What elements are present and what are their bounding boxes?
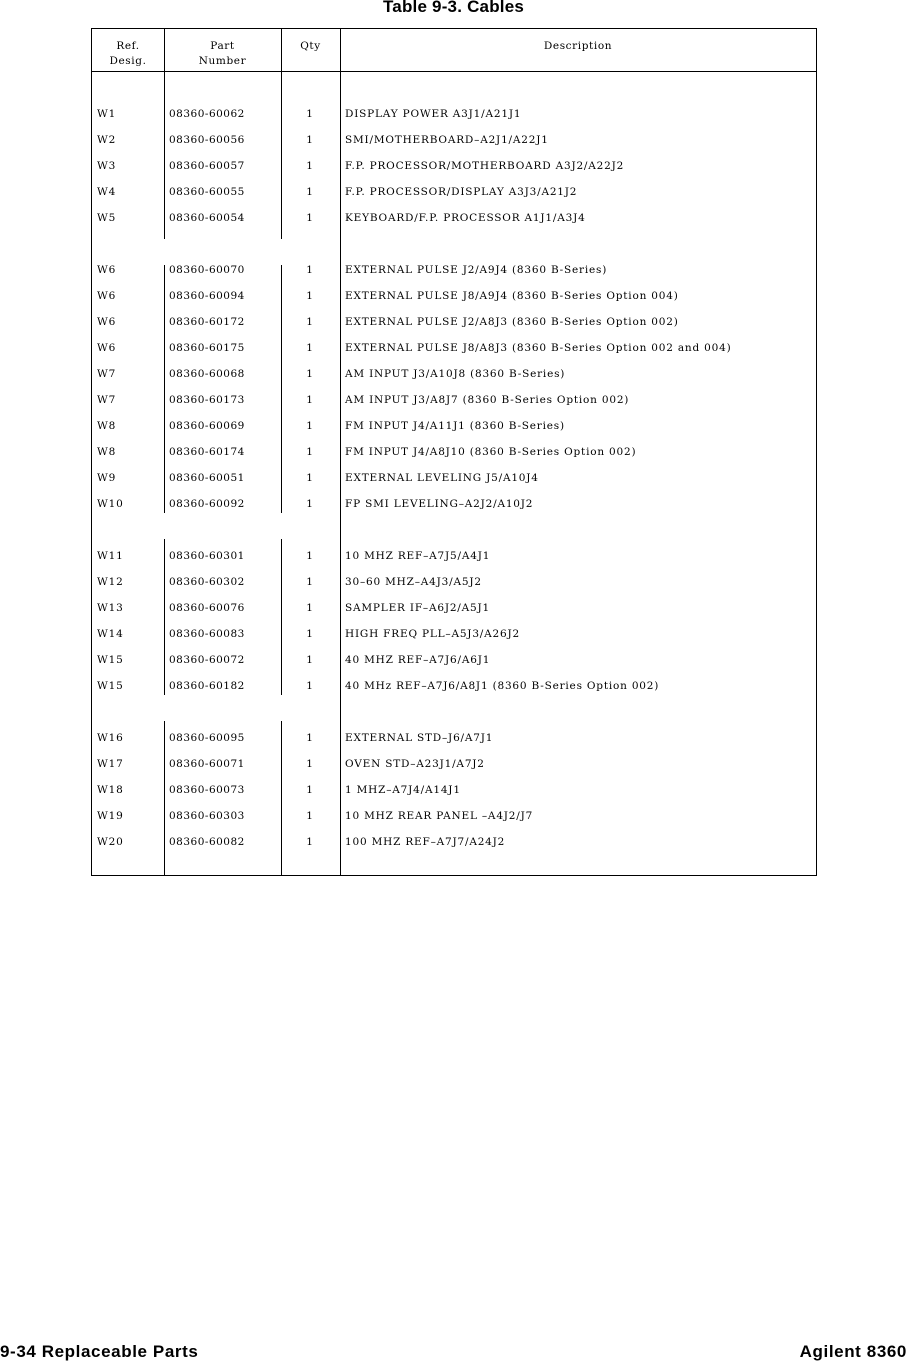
qty-cell: 1	[306, 186, 314, 198]
description-cell: OVEN STD–A23J1/A7J2	[345, 758, 485, 770]
table-row	[92, 626, 816, 642]
part-number-cell: 08360-60301	[169, 550, 245, 562]
description-cell: 1 MHZ–A7J4/A14J1	[345, 784, 461, 796]
description-cell: 40 MHz REF–A7J6/A8J1 (8360 B-Series Option 002)	[345, 680, 660, 692]
qty-cell: 1	[306, 732, 314, 744]
header-ref-line1: Ref.	[116, 40, 140, 52]
ref-desig-cell: W2	[97, 134, 117, 146]
ref-desig-cell: W11	[97, 550, 124, 562]
description-cell: F.P. PROCESSOR/DISPLAY A3J3/A21J2	[345, 186, 578, 198]
part-number-cell: 08360-60056	[169, 134, 245, 146]
table-row	[92, 730, 816, 746]
description-cell: SMI/MOTHERBOARD–A2J1/A22J1	[345, 134, 549, 146]
ref-desig-cell: W10	[97, 498, 124, 510]
part-number-cell: 08360-60071	[169, 758, 245, 770]
qty-cell: 1	[306, 134, 314, 146]
qty-cell: 1	[306, 264, 314, 276]
table-row	[92, 496, 816, 512]
qty-cell: 1	[306, 576, 314, 588]
table-row	[92, 288, 816, 304]
qty-cell: 1	[306, 420, 314, 432]
table-row	[92, 158, 816, 174]
ref-desig-cell: W16	[97, 732, 124, 744]
header-part-line1: Part	[210, 40, 235, 52]
part-number-cell: 08360-60302	[169, 576, 245, 588]
part-number-cell: 08360-60092	[169, 498, 245, 510]
ref-desig-cell: W17	[97, 758, 124, 770]
qty-cell: 1	[306, 628, 314, 640]
part-number-cell: 08360-60082	[169, 836, 245, 848]
ref-desig-cell: W7	[97, 394, 117, 406]
qty-cell: 1	[306, 810, 314, 822]
ref-desig-cell: W13	[97, 602, 124, 614]
description-cell: F.P. PROCESSOR/MOTHERBOARD A3J2/A22J2	[345, 160, 625, 172]
part-number-cell: 08360-60072	[169, 654, 245, 666]
header-description-label: Description	[543, 40, 613, 52]
description-cell: AM INPUT J3/A10J8 (8360 B-Series)	[345, 368, 566, 380]
table-row	[92, 210, 816, 226]
table-row	[92, 314, 816, 330]
table-row	[92, 444, 816, 460]
part-number-cell: 08360-60095	[169, 732, 245, 744]
header-qty	[281, 39, 340, 54]
qty-cell: 1	[306, 368, 314, 380]
ref-desig-cell: W14	[97, 628, 124, 640]
header-description	[340, 39, 816, 54]
ref-desig-cell: W7	[97, 368, 117, 380]
part-number-cell: 08360-60083	[169, 628, 245, 640]
cables-table	[91, 28, 817, 876]
qty-cell: 1	[306, 758, 314, 770]
part-number-cell: 08360-60172	[169, 316, 245, 328]
qty-cell: 1	[306, 680, 314, 692]
qty-cell: 1	[306, 160, 314, 172]
part-number-cell: 08360-60073	[169, 784, 245, 796]
table-row	[92, 808, 816, 824]
part-number-cell: 08360-60057	[169, 160, 245, 172]
table-row	[92, 782, 816, 798]
table-row	[92, 262, 816, 278]
table-title: Table 9-3. Cables	[382, 0, 525, 16]
part-number-cell: 08360-60054	[169, 212, 245, 224]
header-part-line2: Number	[198, 55, 247, 67]
description-cell: KEYBOARD/F.P. PROCESSOR A1J1/A3J4	[345, 212, 586, 224]
description-cell: 10 MHZ REAR PANEL –A4J2/J7	[345, 810, 534, 822]
part-number-cell: 08360-60182	[169, 680, 245, 692]
description-cell: 10 MHZ REF–A7J5/A4J1	[345, 550, 491, 562]
part-number-cell: 08360-60175	[169, 342, 245, 354]
ref-desig-cell: W6	[97, 342, 117, 354]
qty-cell: 1	[306, 654, 314, 666]
table-row	[92, 834, 816, 850]
header-part-number	[164, 39, 281, 69]
ref-desig-cell: W15	[97, 680, 124, 692]
description-cell: EXTERNAL PULSE J8/A9J4 (8360 B-Series Option 004)	[345, 290, 679, 302]
description-cell: 40 MHZ REF–A7J6/A6J1	[345, 654, 491, 666]
description-cell: EXTERNAL PULSE J2/A9J4 (8360 B-Series)	[345, 264, 608, 276]
part-number-cell: 08360-60069	[169, 420, 245, 432]
qty-cell: 1	[306, 550, 314, 562]
ref-desig-cell: W5	[97, 212, 117, 224]
header-ref-desig	[92, 39, 164, 69]
table-row	[92, 600, 816, 616]
qty-cell: 1	[306, 472, 314, 484]
qty-cell: 1	[306, 836, 314, 848]
table-row	[92, 418, 816, 434]
part-number-cell: 08360-60076	[169, 602, 245, 614]
description-cell: FM INPUT J4/A8J10 (8360 B-Series Option 002)	[345, 446, 637, 458]
qty-cell: 1	[306, 784, 314, 796]
ref-desig-cell: W19	[97, 810, 124, 822]
qty-cell: 1	[306, 316, 314, 328]
part-number-cell: 08360-60068	[169, 368, 245, 380]
header-ref-line2: Desig.	[109, 55, 147, 67]
table-row	[92, 756, 816, 772]
qty-cell: 1	[306, 212, 314, 224]
part-number-cell: 08360-60174	[169, 446, 245, 458]
ref-desig-cell: W8	[97, 446, 117, 458]
table-row	[92, 366, 816, 382]
table-row	[92, 652, 816, 668]
description-cell: EXTERNAL PULSE J2/A8J3 (8360 B-Series Option 002)	[345, 316, 679, 328]
ref-desig-cell: W9	[97, 472, 117, 484]
table-row	[92, 340, 816, 356]
ref-desig-cell: W4	[97, 186, 117, 198]
ref-desig-cell: W20	[97, 836, 124, 848]
ref-desig-cell: W8	[97, 420, 117, 432]
description-cell: FP SMI LEVELING–A2J2/A10J2	[345, 498, 534, 510]
ref-desig-cell: W12	[97, 576, 124, 588]
qty-cell: 1	[306, 342, 314, 354]
header-qty-label: Qty	[300, 40, 321, 52]
description-cell: EXTERNAL LEVELING J5/A10J4	[345, 472, 539, 484]
ref-desig-cell: W6	[97, 290, 117, 302]
part-number-cell: 08360-60070	[169, 264, 245, 276]
description-cell: AM INPUT J3/A8J7 (8360 B-Series Option 002)	[345, 394, 630, 406]
description-cell: 30–60 MHZ–A4J3/A5J2	[345, 576, 482, 588]
qty-cell: 1	[306, 498, 314, 510]
qty-cell: 1	[306, 290, 314, 302]
description-cell: HIGH FREQ PLL–A5J3/A26J2	[345, 628, 520, 640]
table-row	[92, 392, 816, 408]
part-number-cell: 08360-60173	[169, 394, 245, 406]
description-cell: EXTERNAL PULSE J8/A8J3 (8360 B-Series Option 002 and 004)	[345, 342, 732, 354]
qty-cell: 1	[306, 602, 314, 614]
qty-cell: 1	[306, 108, 314, 120]
table-row	[92, 574, 816, 590]
ref-desig-cell: W18	[97, 784, 124, 796]
description-cell: SAMPLER IF–A6J2/A5J1	[345, 602, 490, 614]
qty-cell: 1	[306, 446, 314, 458]
description-cell: EXTERNAL STD–J6/A7J1	[345, 732, 494, 744]
description-cell: DISPLAY POWER A3J1/A21J1	[345, 108, 522, 120]
footer-product-name: Agilent 8360	[799, 1342, 907, 1361]
description-cell: 100 MHZ REF–A7J7/A24J2	[345, 836, 506, 848]
part-number-cell: 08360-60303	[169, 810, 245, 822]
header-divider	[92, 71, 816, 72]
part-number-cell: 08360-60055	[169, 186, 245, 198]
ref-desig-cell: W3	[97, 160, 117, 172]
part-number-cell: 08360-60062	[169, 108, 245, 120]
part-number-cell: 08360-60051	[169, 472, 245, 484]
table-row	[92, 678, 816, 694]
table-row	[92, 470, 816, 486]
qty-cell: 1	[306, 394, 314, 406]
table-row	[92, 548, 816, 564]
ref-desig-cell: W6	[97, 264, 117, 276]
ref-desig-cell: W1	[97, 108, 117, 120]
ref-desig-cell: W6	[97, 316, 117, 328]
table-row	[92, 184, 816, 200]
ref-desig-cell: W15	[97, 654, 124, 666]
part-number-cell: 08360-60094	[169, 290, 245, 302]
footer-section-label: 9-34 Replaceable Parts	[0, 1342, 199, 1361]
table-row	[92, 132, 816, 148]
description-cell: FM INPUT J4/A11J1 (8360 B-Series)	[345, 420, 565, 432]
table-row	[92, 106, 816, 122]
